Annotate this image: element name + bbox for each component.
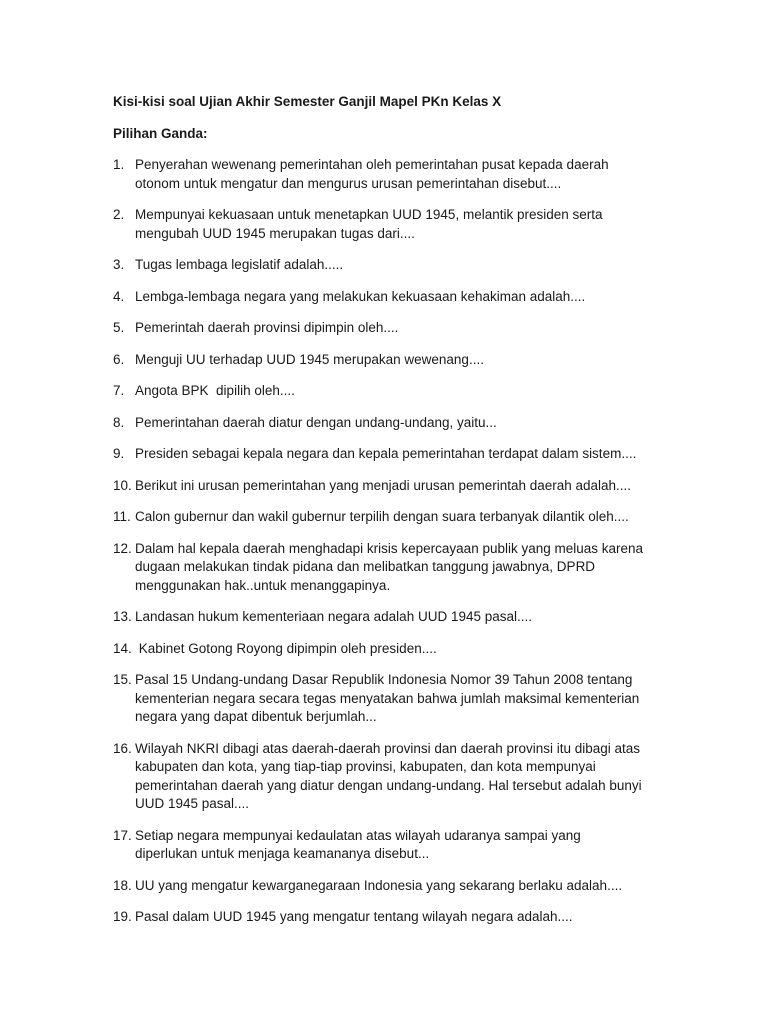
question-number: 8. — [113, 414, 125, 430]
question-number: 19. — [113, 909, 132, 924]
question-item — [113, 477, 673, 496]
document-title: Kisi-kisi soal Ujian Akhir Semester Ganjil Mapel PKn Kelas X — [113, 94, 502, 109]
question-text: Pemerintah daerah provinsi dipimpin oleh.... — [135, 320, 399, 335]
question-text: Pasal 15 Undang-undang Dasar Republik Indonesia Nomor 39 Tahun 2008 tentang kementerian negara secara tegas menyatakan bahwa jumlah maksimal kementerian negara yang dapat dibentuk berjumlah... — [135, 672, 640, 724]
question-number: 12. — [113, 540, 132, 556]
question-number: 5. — [113, 320, 125, 335]
question-item — [113, 671, 673, 727]
question-text: Tugas lembaga legislatif adalah..... — [135, 257, 344, 272]
question-text: Angota BPK dipilih oleh.... — [135, 383, 295, 398]
question-item — [113, 908, 673, 927]
question-item — [113, 508, 673, 527]
question-item — [113, 414, 673, 433]
question-number: 1. — [113, 157, 125, 172]
question-number: 15. — [113, 672, 132, 687]
question-item — [113, 740, 673, 814]
question-item — [113, 827, 673, 864]
question-text: UU yang mengatur kewarganegaraan Indonesia yang sekarang berlaku adalah.... — [135, 877, 623, 893]
question-number: 13. — [113, 609, 132, 624]
question-item — [113, 351, 673, 370]
question-number: 3. — [113, 257, 125, 272]
question-item — [113, 206, 673, 243]
question-number: 4. — [113, 288, 125, 304]
question-number: 10. — [113, 477, 132, 493]
section-title: Pilihan Ganda: — [113, 126, 208, 141]
question-text: Berikut ini urusan pemerintahan yang menjadi urusan pemerintah daerah adalah.... — [135, 477, 632, 493]
question-number: 18. — [113, 877, 132, 893]
question-item — [113, 382, 673, 401]
document-page — [113, 93, 673, 940]
question-list — [113, 156, 673, 927]
question-number: 17. — [113, 827, 132, 843]
question-item — [113, 156, 673, 193]
question-number: 11. — [113, 509, 131, 524]
question-item — [113, 288, 673, 307]
question-number: 16. — [113, 740, 132, 756]
question-number: 2. — [113, 207, 125, 222]
question-text: Kabinet Gotong Royong dipimpin oleh presiden.... — [135, 640, 437, 656]
question-item — [113, 540, 673, 596]
question-text: Landasan hukum kementeriaan negara adalah UUD 1945 pasal.... — [135, 609, 533, 624]
question-text: Pemerintahan daerah diatur dengan undang-undang, yaitu... — [135, 414, 497, 430]
question-item — [113, 640, 673, 659]
question-item — [113, 877, 673, 896]
question-text: Dalam hal kepala daerah menghadapi krisis kepercayaan publik yang meluas karena dugaan melakukan tindak pidana dan melibatkan tanggung jawabnya, DPRD menggunakan hak..untuk menanggapinya. — [135, 540, 644, 593]
question-text: Lembga-lembaga negara yang melakukan kekuasaan kehakiman adalah.... — [135, 288, 586, 304]
question-text: Menguji UU terhadap UUD 1945 merupakan wewenang.... — [135, 351, 484, 367]
question-item — [113, 256, 673, 275]
question-number: 6. — [113, 351, 125, 367]
question-number: 7. — [113, 383, 125, 398]
question-number: 9. — [113, 446, 125, 461]
question-text: Pasal dalam UUD 1945 yang mengatur tentang wilayah negara adalah.... — [135, 909, 573, 924]
question-item — [113, 445, 673, 464]
question-text: Presiden sebagai kepala negara dan kepala pemerintahan terdapat dalam sistem.... — [135, 446, 637, 461]
question-text: Mempunyai kekuasaan untuk menetapkan UUD 1945, melantik presiden serta mengubah UUD 1945 merupakan tugas dari.... — [135, 207, 603, 241]
question-item — [113, 319, 673, 338]
question-text: Setiap negara mempunyai kedaulatan atas wilayah udaranya sampai yang diperlukan untuk menjaga keamananya disebut... — [135, 827, 581, 861]
question-number: 14. — [113, 640, 132, 656]
question-text: Calon gubernur dan wakil gubernur terpilih dengan suara terbanyak dilantik oleh.... — [135, 509, 629, 524]
question-text: Wilayah NKRI dibagi atas daerah-daerah provinsi dan daerah provinsi itu dibagi atas kabupaten dan kota, yang tiap-tiap provinsi, kabupaten, dan kota mempunyai pemerintahan daerah yang diatur dengan undang-undang. Hal tersebut adalah bunyi UUD 1945 pasal.... — [135, 740, 642, 811]
question-item — [113, 608, 673, 627]
question-text: Penyerahan wewenang pemerintahan oleh pemerintahan pusat kepada daerah otonom untuk mengatur dan mengurus urusan pemerintahan disebut.... — [135, 157, 609, 191]
